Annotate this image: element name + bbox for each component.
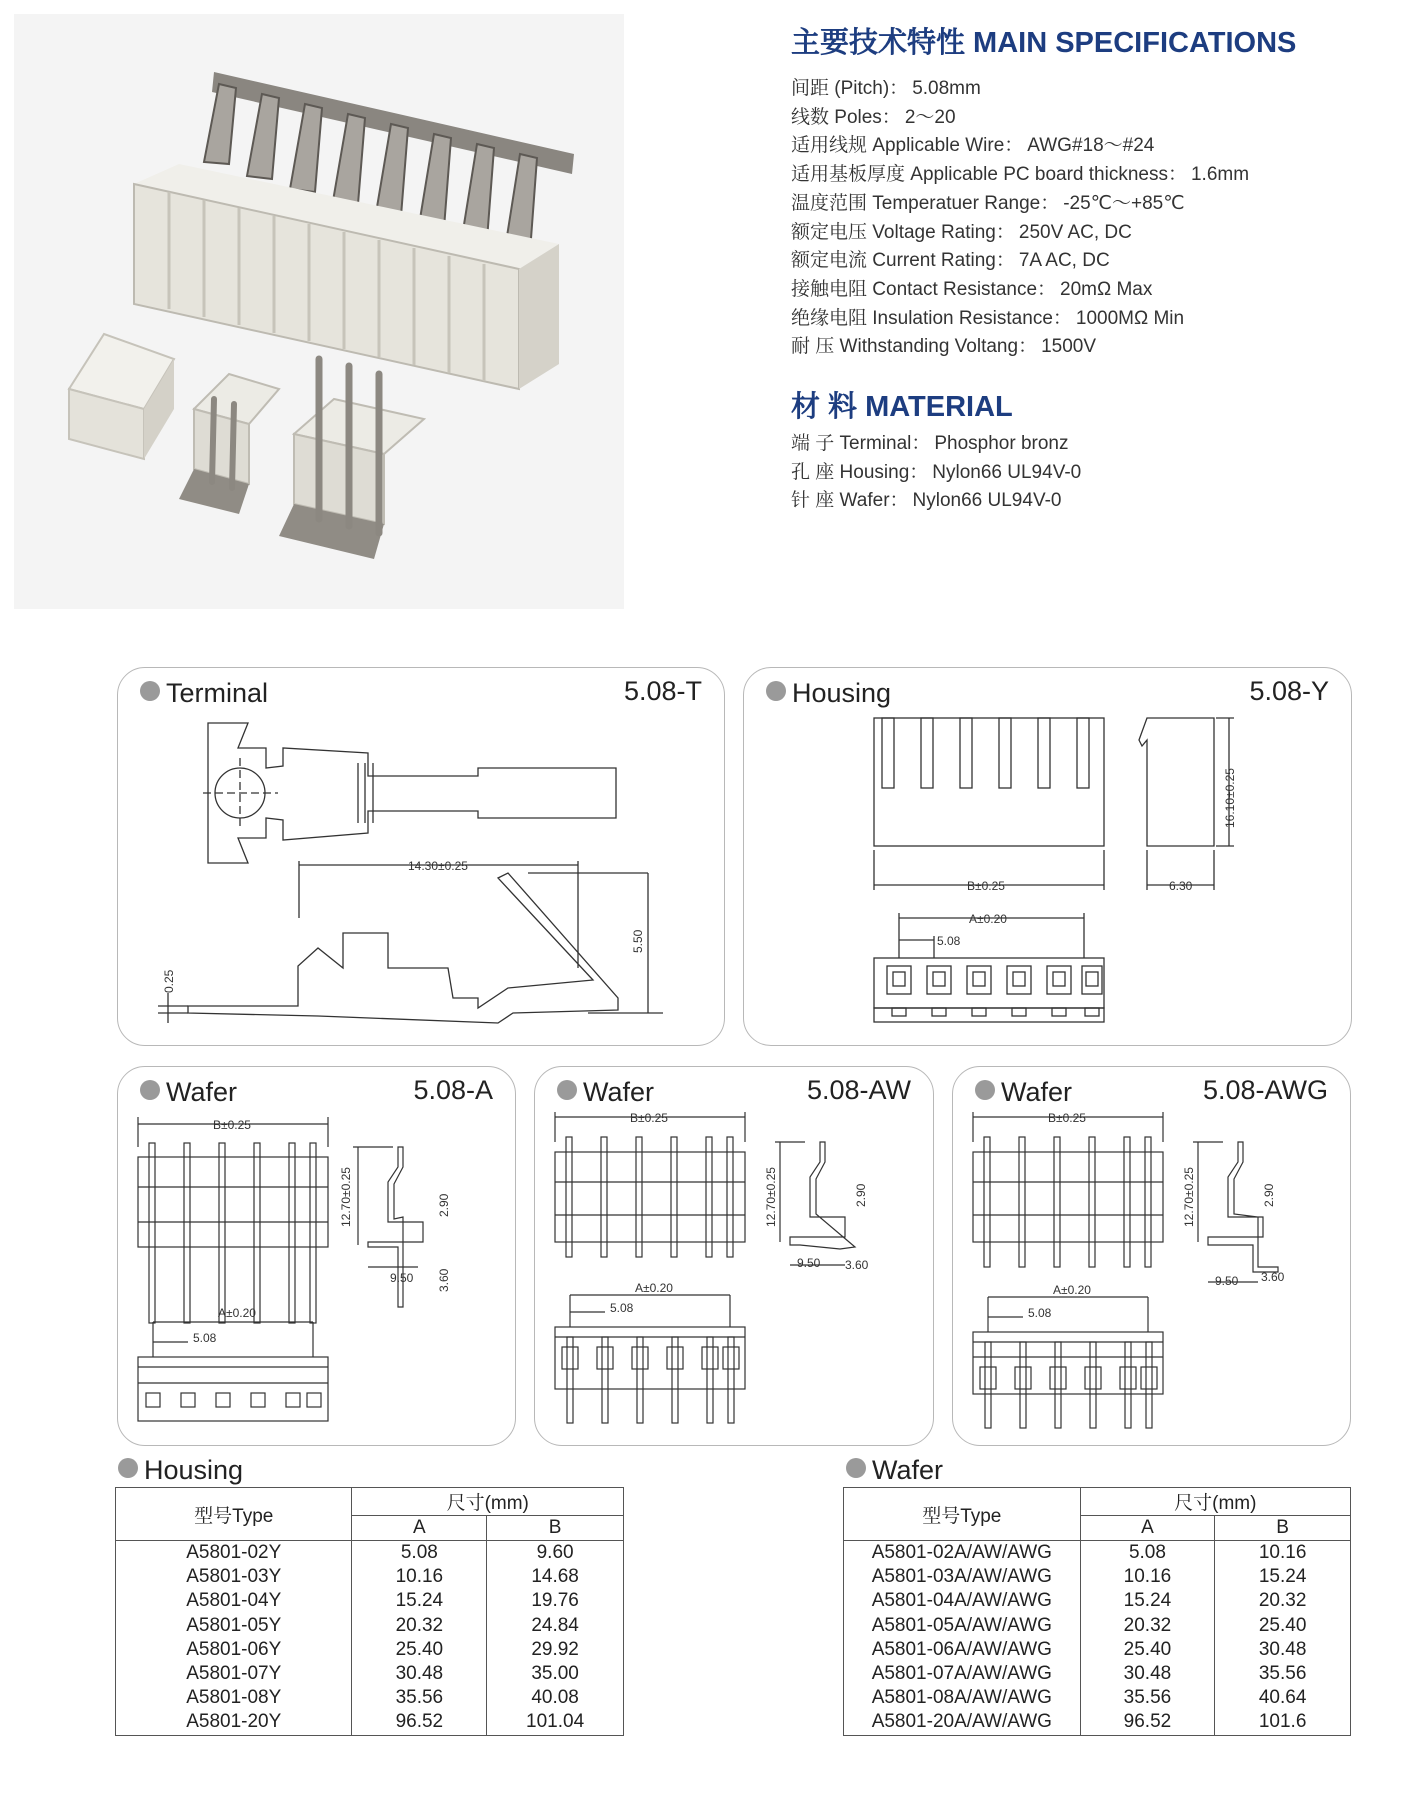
table-row: A5801-07A/AW/AWG 30.48 35.56 (844, 1662, 1351, 1686)
table-row: A5801-04Y 15.24 19.76 (116, 1589, 624, 1613)
table-row: A5801-05Y 20.32 24.84 (116, 1614, 624, 1638)
wafer-table-title: Wafer (846, 1455, 943, 1486)
table-row: A5801-04A/AW/AWG 15.24 20.32 (844, 1589, 1351, 1613)
spec-voltage: 额定电压 Voltage Rating： 250V AC, DC (791, 221, 1132, 243)
panel-housing-code: 5.08-Y (1249, 676, 1329, 706)
col-b: B (1215, 1516, 1351, 1541)
spec-wire: 适用线规 Applicable Wire： AWG#18～#24 (791, 135, 1155, 157)
panel-wafer-awg-code: 5.08-AWG (1202, 1075, 1328, 1105)
dim-wafer-awg-a: A±0.20 (1053, 1283, 1091, 1297)
dim-wafer-aw-height: 12.70±0.25 (764, 1167, 778, 1227)
panel-terminal-heading: Terminal (140, 678, 268, 709)
col-size: 尺寸(mm) (1080, 1488, 1350, 1516)
panel-wafer-aw (534, 1066, 934, 1446)
col-b: B (487, 1516, 624, 1541)
spec-temperature: 温度范围 Temperatuer Range： -25℃～+85℃ (791, 192, 1185, 214)
table-row: A5801-06A/AW/AWG 25.40 30.48 (844, 1638, 1351, 1662)
dim-wafer-aw-pitch: 5.08 (610, 1301, 634, 1315)
spec-board-thickness: 适用基板厚度 Applicable PC board thickness： 1.6mm (791, 164, 1250, 186)
material-list (791, 430, 1085, 516)
panel-housing-heading: Housing (766, 678, 891, 709)
dim-wafer-awg-depth: 9.50 (1215, 1274, 1239, 1288)
dim-housing-a: A±0.20 (969, 912, 1007, 926)
dim-wafer-a-tail: 3.60 (437, 1268, 451, 1292)
wafer-a-drawing (118, 1067, 515, 1445)
col-type: 型号Type (844, 1488, 1081, 1541)
dim-housing-b: B±0.25 (967, 879, 1005, 893)
dim-terminal-length: 14.30±0.25 (408, 859, 468, 873)
material-terminal: 端 子 Terminal： Phosphor bronz (791, 433, 1069, 454)
table-row: A5801-02A/AW/AWG 5.08 10.16 (844, 1541, 1351, 1566)
dim-wafer-a-pitch: 5.08 (193, 1331, 217, 1345)
spec-withstanding-voltage: 耐 压 Withstanding Voltang： 1500V (791, 336, 1097, 358)
wafer-table (843, 1487, 1351, 1736)
wafer-awg-drawing (953, 1067, 1350, 1445)
dim-wafer-a-b: B±0.25 (213, 1118, 251, 1132)
panel-housing (743, 667, 1352, 1046)
dim-wafer-awg-pin: 2.90 (1262, 1183, 1276, 1207)
dim-wafer-a-depth: 9.50 (390, 1271, 414, 1285)
table-row: A5801-06Y 25.40 29.92 (116, 1638, 624, 1662)
table-row: A5801-07Y 30.48 35.00 (116, 1662, 624, 1686)
dim-housing-pitch: 5.08 (937, 934, 961, 948)
dim-wafer-aw-depth: 9.50 (797, 1256, 821, 1270)
panel-terminal (117, 667, 725, 1046)
housing-drawing (744, 668, 1351, 1045)
material-housing: 孔 座 Housing： Nylon66 UL94V-0 (791, 461, 1082, 483)
col-a: A (1080, 1516, 1215, 1541)
dim-wafer-awg-pitch: 5.08 (1028, 1306, 1052, 1320)
dim-housing-depth: 6.30 (1169, 879, 1193, 893)
col-type: 型号Type (116, 1488, 352, 1541)
table-row: A5801-20A/AW/AWG 96.52 101.6 (844, 1710, 1351, 1735)
dim-wafer-aw-a: A±0.20 (635, 1281, 673, 1295)
panel-wafer-awg-heading: Wafer (975, 1077, 1072, 1108)
dim-terminal-height: 5.50 (631, 929, 645, 953)
dim-terminal-thickness: 0.25 (162, 969, 176, 993)
spec-poles: 线数 Poles： 2～20 (791, 106, 956, 128)
product-photo (14, 14, 624, 609)
terminal-drawing (118, 668, 724, 1045)
table-row: A5801-03Y 10.16 14.68 (116, 1565, 624, 1589)
dim-wafer-a-a: A±0.20 (218, 1306, 256, 1320)
panel-terminal-code: 5.08-T (623, 676, 702, 706)
table-row: A5801-05A/AW/AWG 20.32 25.40 (844, 1614, 1351, 1638)
panel-wafer-a-code: 5.08-A (413, 1075, 493, 1105)
spec-pitch: 间距 (Pitch)： 5.08mm (791, 78, 981, 99)
dim-wafer-awg-height: 12.70±0.25 (1182, 1167, 1196, 1227)
dim-wafer-awg-b: B±0.25 (1048, 1111, 1086, 1125)
bullet-icon (118, 1458, 138, 1478)
dim-wafer-awg-tail: 3.60 (1261, 1270, 1285, 1284)
table-row: A5801-03A/AW/AWG 10.16 15.24 (844, 1565, 1351, 1589)
dim-wafer-aw-tail: 3.60 (845, 1258, 869, 1272)
dim-housing-height: 16.10±0.25 (1223, 768, 1237, 828)
table-row: A5801-08A/AW/AWG 35.56 40.64 (844, 1686, 1351, 1710)
material-wafer: 针 座 Wafer： Nylon66 UL94V-0 (791, 490, 1062, 512)
specs-title: 主要技术特性 MAIN SPECIFICATIONS (791, 27, 1297, 59)
panel-wafer-awg (952, 1066, 1351, 1446)
housing-table-title: Housing (118, 1455, 243, 1486)
dim-wafer-aw-pin: 2.90 (854, 1183, 868, 1207)
spec-current: 额定电流 Current Rating： 7A AC, DC (791, 250, 1110, 272)
connector-illustration (14, 14, 624, 609)
spec-insulation-resistance: 绝缘电阻 Insulation Resistance： 1000MΩ Min (791, 307, 1185, 329)
dim-wafer-a-pin: 2.90 (437, 1193, 451, 1217)
specs-list (791, 75, 1253, 362)
table-row: A5801-02Y 5.08 9.60 (116, 1541, 624, 1566)
table-row: A5801-20Y 96.52 101.04 (116, 1710, 624, 1735)
dim-wafer-aw-b: B±0.25 (630, 1111, 668, 1125)
wafer-aw-drawing (535, 1067, 933, 1445)
table-row: A5801-08Y 35.56 40.08 (116, 1686, 624, 1710)
col-a: A (352, 1516, 487, 1541)
panel-wafer-a-heading: Wafer (140, 1077, 237, 1108)
col-size: 尺寸(mm) (352, 1488, 624, 1516)
panel-wafer-aw-heading: Wafer (557, 1077, 654, 1108)
spec-contact-resistance: 接触电阻 Contact Resistance： 20mΩ Max (791, 278, 1153, 300)
panel-wafer-aw-code: 5.08-AW (806, 1075, 911, 1105)
bullet-icon (846, 1458, 866, 1478)
dim-wafer-a-height: 12.70±0.25 (339, 1167, 353, 1227)
panel-wafer-a (117, 1066, 516, 1446)
material-title: 材 料 MATERIAL (791, 391, 1013, 423)
housing-table (115, 1487, 624, 1736)
